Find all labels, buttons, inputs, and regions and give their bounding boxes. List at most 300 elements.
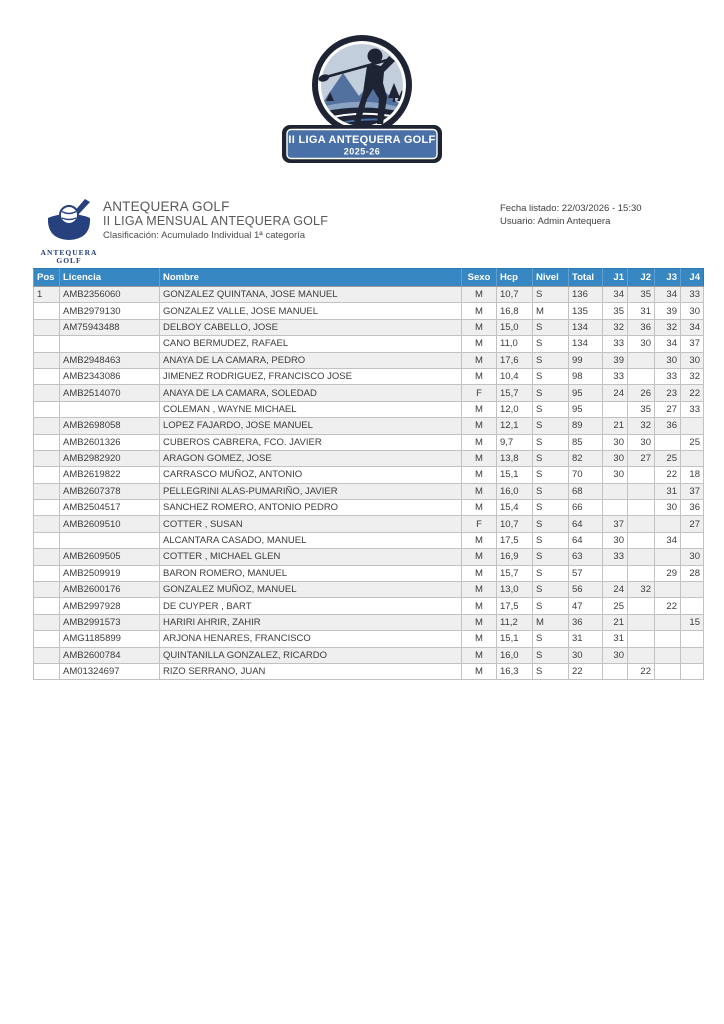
- table-cell: M: [462, 598, 497, 614]
- classification-label: Clasificación: Acumulado Individual 1ª categoría: [103, 230, 306, 241]
- table-cell: M: [462, 434, 497, 450]
- table-cell: [60, 336, 160, 352]
- table-cell: 37: [681, 483, 704, 499]
- table-cell: CARRASCO MUÑOZ, ANTONIO: [160, 467, 462, 483]
- table-cell: 47: [569, 598, 603, 614]
- table-cell: 136: [569, 287, 603, 303]
- table-cell: 34: [655, 532, 681, 548]
- table-cell: 99: [569, 352, 603, 368]
- table-cell: 32: [681, 368, 704, 384]
- table-cell: [628, 647, 655, 663]
- table-cell: M: [462, 450, 497, 466]
- table-cell: 21: [603, 614, 628, 630]
- table-cell: AMB2607378: [60, 483, 160, 499]
- table-cell: ARJONA HENARES, FRANCISCO: [160, 631, 462, 647]
- table-cell: COTTER , SUSAN: [160, 516, 462, 532]
- column-header-total: Total: [569, 269, 603, 287]
- table-cell: [34, 303, 60, 319]
- table-cell: 1: [34, 287, 60, 303]
- table-cell: 24: [603, 385, 628, 401]
- table-cell: M: [462, 631, 497, 647]
- table-cell: F: [462, 516, 497, 532]
- table-cell: [655, 516, 681, 532]
- table-cell: S: [533, 582, 569, 598]
- table-row: [34, 336, 704, 352]
- table-cell: 21: [603, 418, 628, 434]
- table-cell: BARON ROMERO, MANUEL: [160, 565, 462, 581]
- table-cell: M: [462, 287, 497, 303]
- table-cell: 33: [603, 368, 628, 384]
- table-cell: M: [462, 368, 497, 384]
- column-header-hcp: Hcp: [497, 269, 533, 287]
- table-cell: 68: [569, 483, 603, 499]
- table-cell: PELLEGRINI ALAS-PUMARIÑO, JAVIER: [160, 483, 462, 499]
- table-cell: [628, 598, 655, 614]
- table-cell: 30: [681, 352, 704, 368]
- table-row: [34, 582, 704, 598]
- table-cell: S: [533, 516, 569, 532]
- table-row: [34, 287, 704, 303]
- table-cell: ARAGON GOMEZ, JOSE: [160, 450, 462, 466]
- table-cell: [34, 401, 60, 417]
- table-cell: S: [533, 401, 569, 417]
- table-cell: 11,0: [497, 336, 533, 352]
- table-cell: 32: [655, 319, 681, 335]
- table-cell: 34: [655, 336, 681, 352]
- table-cell: [34, 549, 60, 565]
- table-cell: S: [533, 663, 569, 679]
- table-cell: [34, 450, 60, 466]
- table-cell: [60, 532, 160, 548]
- table-cell: [655, 614, 681, 630]
- club-name-line2: GOLF: [56, 256, 82, 265]
- table-cell: [603, 663, 628, 679]
- table-row: [34, 352, 704, 368]
- table-cell: [628, 565, 655, 581]
- table-cell: ANAYA DE LA CAMARA, PEDRO: [160, 352, 462, 368]
- table-cell: [628, 352, 655, 368]
- table-row: [34, 483, 704, 499]
- table-cell: ANAYA DE LA CAMARA, SOLEDAD: [160, 385, 462, 401]
- table-cell: 34: [603, 287, 628, 303]
- table-cell: AM75943488: [60, 319, 160, 335]
- table-cell: [681, 582, 704, 598]
- table-cell: M: [462, 614, 497, 630]
- table-cell: M: [462, 582, 497, 598]
- table-cell: S: [533, 336, 569, 352]
- table-cell: M: [462, 565, 497, 581]
- table-cell: AMB2504517: [60, 500, 160, 516]
- table-cell: S: [533, 434, 569, 450]
- table-cell: 30: [655, 352, 681, 368]
- table-cell: SANCHEZ ROMERO, ANTONIO PEDRO: [160, 500, 462, 516]
- table-cell: 32: [603, 319, 628, 335]
- table-cell: [628, 532, 655, 548]
- table-cell: M: [462, 647, 497, 663]
- listing-date: Fecha listado: 22/03/2026 - 15:30: [500, 203, 642, 214]
- table-cell: S: [533, 450, 569, 466]
- table-cell: 82: [569, 450, 603, 466]
- table-cell: F: [462, 385, 497, 401]
- listing-user: Usuario: Admin Antequera: [500, 216, 611, 227]
- badge-banner: [282, 125, 442, 163]
- table-cell: [34, 336, 60, 352]
- table-cell: 25: [681, 434, 704, 450]
- table-cell: 30: [603, 532, 628, 548]
- page-title: ANTEQUERA GOLF: [103, 199, 230, 214]
- table-cell: 33: [603, 549, 628, 565]
- table-row: [34, 385, 704, 401]
- table-cell: [34, 434, 60, 450]
- table-cell: [655, 549, 681, 565]
- table-cell: [681, 663, 704, 679]
- table-cell: 15: [681, 614, 704, 630]
- table-cell: S: [533, 467, 569, 483]
- table-cell: 27: [655, 401, 681, 417]
- table-cell: [34, 663, 60, 679]
- table-cell: S: [533, 500, 569, 516]
- table-cell: 13,0: [497, 582, 533, 598]
- table-cell: M: [533, 303, 569, 319]
- table-cell: 98: [569, 368, 603, 384]
- table-cell: [655, 663, 681, 679]
- table-cell: 31: [569, 631, 603, 647]
- table-cell: [628, 516, 655, 532]
- table-cell: AMB2600176: [60, 582, 160, 598]
- table-cell: [603, 500, 628, 516]
- table-body: [34, 287, 704, 680]
- table-header-row: [34, 269, 704, 287]
- table-cell: 30: [603, 434, 628, 450]
- table-cell: AMB2991573: [60, 614, 160, 630]
- table-cell: 35: [628, 401, 655, 417]
- table-cell: 33: [681, 287, 704, 303]
- table-cell: 29: [655, 565, 681, 581]
- table-cell: ALCANTARA CASADO, MANUEL: [160, 532, 462, 548]
- table-cell: 36: [569, 614, 603, 630]
- table-cell: CUBEROS CABRERA, FCO. JAVIER: [160, 434, 462, 450]
- table-cell: 25: [603, 598, 628, 614]
- table-cell: [655, 582, 681, 598]
- table-row: [34, 565, 704, 581]
- table-row: [34, 647, 704, 663]
- league-badge-logo: [277, 33, 447, 165]
- table-cell: 30: [681, 549, 704, 565]
- table-cell: 30: [655, 500, 681, 516]
- table-row: [34, 516, 704, 532]
- table-cell: S: [533, 549, 569, 565]
- table-cell: 33: [655, 368, 681, 384]
- table-cell: [34, 500, 60, 516]
- table-cell: [681, 418, 704, 434]
- table-cell: [34, 319, 60, 335]
- table-cell: AMB2514070: [60, 385, 160, 401]
- table-cell: S: [533, 385, 569, 401]
- table-cell: COLEMAN , WAYNE MICHAEL: [160, 401, 462, 417]
- table-cell: M: [462, 483, 497, 499]
- table-row: [34, 614, 704, 630]
- table-cell: [655, 434, 681, 450]
- table-cell: [628, 368, 655, 384]
- table-cell: 30: [603, 647, 628, 663]
- table-cell: 37: [681, 336, 704, 352]
- table-row: [34, 319, 704, 335]
- table-cell: [34, 565, 60, 581]
- table-cell: 36: [655, 418, 681, 434]
- table-cell: 22: [655, 598, 681, 614]
- table-cell: AMB2600784: [60, 647, 160, 663]
- table-cell: [34, 532, 60, 548]
- table-cell: S: [533, 352, 569, 368]
- table-cell: [603, 565, 628, 581]
- table-cell: 57: [569, 565, 603, 581]
- table-cell: 10,7: [497, 287, 533, 303]
- table-cell: M: [462, 532, 497, 548]
- table-cell: 95: [569, 385, 603, 401]
- table-cell: 31: [628, 303, 655, 319]
- table-cell: 30: [569, 647, 603, 663]
- table-cell: 39: [655, 303, 681, 319]
- column-header-j3: J3: [655, 269, 681, 287]
- page-subtitle: II LIGA MENSUAL ANTEQUERA GOLF: [103, 214, 329, 228]
- table-cell: AMB2997928: [60, 598, 160, 614]
- table-cell: [628, 631, 655, 647]
- table-cell: 135: [569, 303, 603, 319]
- table-cell: 12,1: [497, 418, 533, 434]
- table-cell: 25: [655, 450, 681, 466]
- table-cell: 85: [569, 434, 603, 450]
- table-cell: S: [533, 368, 569, 384]
- table-cell: 27: [628, 450, 655, 466]
- table-cell: [34, 483, 60, 499]
- table-row: [34, 450, 704, 466]
- table-cell: 66: [569, 500, 603, 516]
- table-cell: [34, 582, 60, 598]
- table-cell: 17,5: [497, 598, 533, 614]
- table-row: [34, 532, 704, 548]
- table-cell: 27: [681, 516, 704, 532]
- table-cell: [34, 516, 60, 532]
- column-header-j4: J4: [681, 269, 704, 287]
- table-cell: 15,7: [497, 385, 533, 401]
- table-cell: 15,7: [497, 565, 533, 581]
- club-name-line1: ANTEQUERA: [40, 248, 98, 257]
- table-cell: [34, 614, 60, 630]
- table-cell: [628, 614, 655, 630]
- table-row: [34, 368, 704, 384]
- table-cell: CANO BERMUDEZ, RAFAEL: [160, 336, 462, 352]
- table-cell: 22: [628, 663, 655, 679]
- table-cell: 34: [655, 287, 681, 303]
- table-cell: M: [462, 467, 497, 483]
- table-row: [34, 434, 704, 450]
- golf-club-icon: [41, 198, 97, 242]
- table-cell: AMB2509919: [60, 565, 160, 581]
- table-cell: [603, 401, 628, 417]
- table-cell: AMB2343086: [60, 368, 160, 384]
- table-row: [34, 663, 704, 679]
- table-cell: 17,5: [497, 532, 533, 548]
- table-cell: AMB2609510: [60, 516, 160, 532]
- table-cell: 31: [655, 483, 681, 499]
- table-cell: S: [533, 598, 569, 614]
- table-cell: 15,0: [497, 319, 533, 335]
- table-cell: 26: [628, 385, 655, 401]
- table-cell: 23: [655, 385, 681, 401]
- table-cell: 134: [569, 336, 603, 352]
- table-row: [34, 418, 704, 434]
- table-cell: 34: [681, 319, 704, 335]
- table-cell: 89: [569, 418, 603, 434]
- table-cell: HARIRI AHRIR, ZAHIR: [160, 614, 462, 630]
- table-cell: S: [533, 287, 569, 303]
- table-cell: S: [533, 483, 569, 499]
- table-cell: 13,8: [497, 450, 533, 466]
- table-cell: [681, 598, 704, 614]
- table-cell: S: [533, 532, 569, 548]
- table-cell: 16,8: [497, 303, 533, 319]
- table-header: [34, 269, 704, 287]
- table-cell: JIMENEZ RODRIGUEZ, FRANCISCO JOSE: [160, 368, 462, 384]
- table-cell: 33: [603, 336, 628, 352]
- table-cell: [628, 467, 655, 483]
- table-cell: 36: [681, 500, 704, 516]
- table-cell: M: [462, 500, 497, 516]
- table-cell: RIZO SERRANO, JUAN: [160, 663, 462, 679]
- table-cell: M: [462, 352, 497, 368]
- table-cell: 32: [628, 418, 655, 434]
- table-cell: S: [533, 565, 569, 581]
- column-header-sexo: Sexo: [462, 269, 497, 287]
- table-cell: [34, 368, 60, 384]
- table-cell: 64: [569, 532, 603, 548]
- table-cell: 22: [655, 467, 681, 483]
- table-cell: 15,4: [497, 500, 533, 516]
- table-cell: 32: [628, 582, 655, 598]
- table-cell: 17,6: [497, 352, 533, 368]
- table-cell: [34, 631, 60, 647]
- table-cell: 16,0: [497, 647, 533, 663]
- table-cell: AM01324697: [60, 663, 160, 679]
- table-cell: 24: [603, 582, 628, 598]
- table-cell: M: [462, 663, 497, 679]
- table-cell: M: [533, 614, 569, 630]
- table-cell: AMB2698058: [60, 418, 160, 434]
- results-table-container: [33, 268, 700, 680]
- table-cell: 15,1: [497, 467, 533, 483]
- table-cell: S: [533, 631, 569, 647]
- table-cell: 33: [681, 401, 704, 417]
- table-cell: [681, 631, 704, 647]
- table-cell: 30: [603, 467, 628, 483]
- table-cell: [34, 352, 60, 368]
- table-cell: 70: [569, 467, 603, 483]
- column-header-j1: J1: [603, 269, 628, 287]
- table-cell: 9,7: [497, 434, 533, 450]
- table-cell: LOPEZ FAJARDO, JOSE MANUEL: [160, 418, 462, 434]
- table-cell: DELBOY CABELLO, JOSE: [160, 319, 462, 335]
- column-header-nombre: Nombre: [160, 269, 462, 287]
- table-cell: [603, 483, 628, 499]
- table-cell: AMG1185899: [60, 631, 160, 647]
- table-cell: M: [462, 418, 497, 434]
- table-cell: [34, 385, 60, 401]
- table-cell: 22: [569, 663, 603, 679]
- column-header-nivel: Nivel: [533, 269, 569, 287]
- table-cell: S: [533, 319, 569, 335]
- table-cell: [34, 467, 60, 483]
- table-cell: 134: [569, 319, 603, 335]
- table-cell: GONZALEZ VALLE, JOSE MANUEL: [160, 303, 462, 319]
- table-cell: 28: [681, 565, 704, 581]
- table-cell: DE CUYPER , BART: [160, 598, 462, 614]
- table-cell: M: [462, 401, 497, 417]
- table-cell: 63: [569, 549, 603, 565]
- club-logo: [38, 198, 100, 265]
- table-cell: 30: [628, 434, 655, 450]
- table-cell: QUINTANILLA GONZALEZ, RICARDO: [160, 647, 462, 663]
- table-cell: AMB2609505: [60, 549, 160, 565]
- table-cell: [628, 483, 655, 499]
- table-cell: [60, 401, 160, 417]
- table-cell: [655, 631, 681, 647]
- column-header-j2: J2: [628, 269, 655, 287]
- table-cell: AMB2601326: [60, 434, 160, 450]
- table-cell: AMB2356060: [60, 287, 160, 303]
- table-cell: 10,7: [497, 516, 533, 532]
- table-cell: 35: [628, 287, 655, 303]
- table-cell: 22: [681, 385, 704, 401]
- table-cell: 16,0: [497, 483, 533, 499]
- table-cell: [628, 549, 655, 565]
- results-table: [33, 268, 704, 680]
- table-cell: M: [462, 549, 497, 565]
- table-cell: GONZALEZ MUÑOZ, MANUEL: [160, 582, 462, 598]
- table-cell: [34, 647, 60, 663]
- table-cell: 30: [681, 303, 704, 319]
- table-cell: 16,9: [497, 549, 533, 565]
- table-cell: [628, 500, 655, 516]
- table-cell: S: [533, 647, 569, 663]
- table-cell: M: [462, 319, 497, 335]
- table-cell: 15,1: [497, 631, 533, 647]
- table-row: [34, 500, 704, 516]
- table-cell: 39: [603, 352, 628, 368]
- column-header-pos: Pos: [34, 269, 60, 287]
- table-cell: M: [462, 336, 497, 352]
- table-cell: 16,3: [497, 663, 533, 679]
- table-cell: 56: [569, 582, 603, 598]
- table-cell: 95: [569, 401, 603, 417]
- table-cell: [655, 647, 681, 663]
- table-cell: 12,0: [497, 401, 533, 417]
- table-row: [34, 303, 704, 319]
- table-cell: [34, 418, 60, 434]
- table-cell: COTTER , MICHAEL GLEN: [160, 549, 462, 565]
- table-cell: 37: [603, 516, 628, 532]
- column-header-licencia: Licencia: [60, 269, 160, 287]
- table-cell: [681, 647, 704, 663]
- badge-title: II LIGA ANTEQUERA GOLF: [288, 134, 436, 146]
- table-cell: 35: [603, 303, 628, 319]
- table-cell: AMB2982920: [60, 450, 160, 466]
- table-row: [34, 631, 704, 647]
- table-row: [34, 401, 704, 417]
- golfer-badge-icon: [277, 33, 447, 165]
- badge-season: 2025-26: [343, 146, 381, 157]
- table-row: [34, 598, 704, 614]
- table-cell: 64: [569, 516, 603, 532]
